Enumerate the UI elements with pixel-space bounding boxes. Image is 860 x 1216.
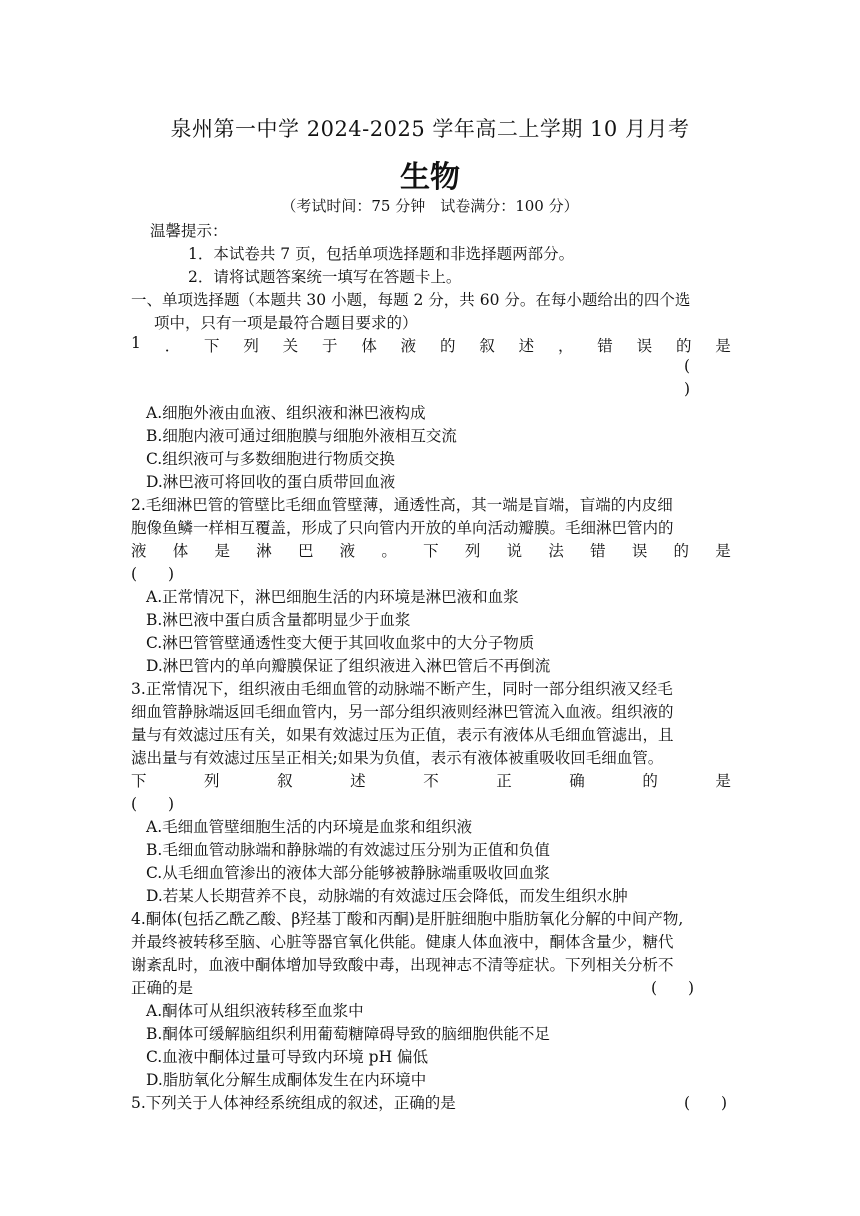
section-heading: 一、单项选择题（本题共 30 小题，每题 2 分，共 60 分。在每小题给出的四个选 [131, 291, 691, 309]
section-heading-cont: 项中，只有一项是最符合题目要求的） [154, 314, 418, 332]
stem-char: 的 [439, 337, 456, 355]
stem-char: 是 [715, 772, 731, 790]
stem-char: 正 [496, 772, 512, 790]
question-5-stem: 5.下列关于人体神经系统组成的叙述，正确的是 [131, 1094, 456, 1112]
stem-char: 下 [204, 337, 220, 355]
question-4-line: 并最终被转移至脑、心脏等器官氧化供能。健康人体血液中，酮体含量少，糖代 [131, 933, 674, 951]
stem-char: 巴 [297, 542, 314, 560]
answer-paren: ( ) [651, 979, 695, 997]
answer-paren: ( ) [131, 565, 175, 583]
stem-char: 列 [204, 772, 220, 790]
question-3-stem [131, 769, 731, 791]
question-3-line: 3.正常情况下，组织液由毛细血管的动脉端不断产生，同时一部分组织液又经毛 [131, 680, 673, 698]
stem-char: 液 [400, 337, 417, 355]
notice-item: 1．本试卷共 7 页，包括单项选择题和非选择题两部分。 [188, 245, 575, 263]
stem-char: 。 [381, 542, 397, 560]
exam-title: 泉州第一中学 2024-2025 学年高二上学期 10 月月考 [170, 117, 690, 141]
stem-char: 列 [464, 542, 481, 560]
option-a: A.酮体可从组织液转移至血浆中 [146, 1002, 364, 1020]
answer-paren-open: ( [684, 357, 691, 375]
question-4-line: 正确的是 [131, 979, 194, 997]
stem-char: 叙 [277, 772, 293, 790]
stem-char: 述 [518, 337, 535, 355]
stem-char: 于 [322, 337, 338, 355]
option-c: C.血液中酮体过量可导致内环境 pH 偏低 [146, 1048, 429, 1066]
exam-meta: （考试时间：75 分钟 试卷满分：100 分） [281, 197, 579, 215]
stem-char: 是 [715, 337, 731, 355]
stem-char: 叙 [479, 337, 495, 355]
question-2-line: 2.毛细淋巴管的管壁比毛细血管壁薄，通透性高，其一端是盲端，盲端的内皮细 [131, 496, 673, 514]
stem-char: 下 [131, 772, 147, 790]
stem-char: 的 [673, 542, 690, 560]
question-3-line: 滤出量与有效滤过压呈正相关;如果为负值，表示有液体被重吸收回毛细血管。 [131, 749, 664, 767]
stem-char: 是 [214, 542, 230, 560]
option-c: C.组织液可与多数细胞进行物质交换 [146, 450, 395, 468]
stem-char: 的 [642, 772, 658, 790]
question-3-line: 细血管静脉端返回毛细血管内，另一部分组织液则经淋巴管流入血液。组织液的 [131, 703, 674, 721]
stem-char: 误 [631, 542, 648, 560]
stem-char: ， [557, 337, 574, 355]
stem-char: 不 [423, 772, 439, 790]
stem-char: 确 [569, 772, 585, 790]
stem-char: 错 [590, 542, 606, 560]
notice-item: 2．请将试题答案统一填写在答题卡上。 [188, 268, 462, 286]
question-3-line: 量与有效滤过压有关，如果有效滤过压为正值，表示有液体从毛细血管滤出，且 [131, 726, 674, 744]
stem-char: 体 [172, 542, 189, 560]
question-1-stem [131, 334, 731, 356]
option-a: A.毛细血管壁细胞生活的内环境是血浆和组织液 [146, 818, 473, 836]
answer-paren-close: ) [684, 380, 691, 398]
answer-paren: ( ) [684, 1094, 728, 1112]
stem-char: 液 [131, 542, 147, 560]
stem-char: 淋 [256, 542, 272, 560]
stem-char: 法 [548, 542, 564, 560]
question-4-line: 谢紊乱时，血液中酮体增加导致酸中毒，出现神志不清等症状。下列相关分析不 [131, 956, 674, 974]
option-d: D.脂肪氧化分解生成酮体发生在内环境中 [146, 1071, 427, 1089]
stem-char: 液 [339, 542, 356, 560]
option-d: D.淋巴管内的单向瓣膜保证了组织液进入淋巴管后不再倒流 [146, 657, 551, 675]
option-d: D.淋巴液可将回收的蛋白质带回血液 [146, 473, 396, 491]
question-2-stem [131, 539, 731, 561]
option-b: B.细胞内液可通过细胞膜与细胞外液相互交流 [146, 427, 457, 445]
stem-char: 1 [131, 334, 141, 352]
stem-char: 关 [282, 337, 299, 355]
stem-char: 是 [715, 542, 731, 560]
subject-title: 生物 [400, 160, 460, 195]
option-b: B.毛细血管动脉端和静脉端的有效滤过压分别为正值和负值 [146, 841, 550, 859]
stem-char: 列 [243, 337, 259, 355]
stem-char: 体 [361, 337, 377, 355]
option-b: B.酮体可缓解脑组织利用葡萄糖障碍导致的脑细胞供能不足 [146, 1025, 550, 1043]
option-d: D.若某人长期营养不良，动脉端的有效滤过压会降低，而发生组织水肿 [146, 887, 628, 905]
question-2-line: 胞像鱼鳞一样相互覆盖，形成了只向管内开放的单向活动瓣膜。毛细淋巴管内的 [131, 519, 674, 537]
stem-char: ． [164, 337, 181, 355]
stem-char: 错 [597, 337, 613, 355]
option-c: C.从毛细血管渗出的液体大部分能够被静脉端重吸收回血浆 [146, 864, 550, 882]
stem-char: 下 [423, 542, 439, 560]
option-a: A.正常情况下，淋巴细胞生活的内环境是淋巴液和血浆 [146, 588, 519, 606]
stem-char: 说 [506, 542, 523, 560]
option-b: B.淋巴液中蛋白质含量都明显少于血浆 [146, 611, 411, 629]
option-c: C.淋巴管管壁通透性变大便于其回收血浆中的大分子物质 [146, 634, 535, 652]
stem-char: 述 [350, 772, 366, 790]
notice-heading: 温馨提示： [150, 222, 228, 240]
stem-char: 的 [675, 337, 692, 355]
stem-char: 误 [636, 337, 653, 355]
question-4-line: 4.酮体(包括乙酰乙酸、β羟基丁酸和丙酮)是肝脏细胞中脂肪氧化分解的中间产物, [131, 910, 684, 928]
answer-paren: ( ) [131, 795, 175, 813]
option-a: A.细胞外液由血液、组织液和淋巴液构成 [146, 404, 426, 422]
